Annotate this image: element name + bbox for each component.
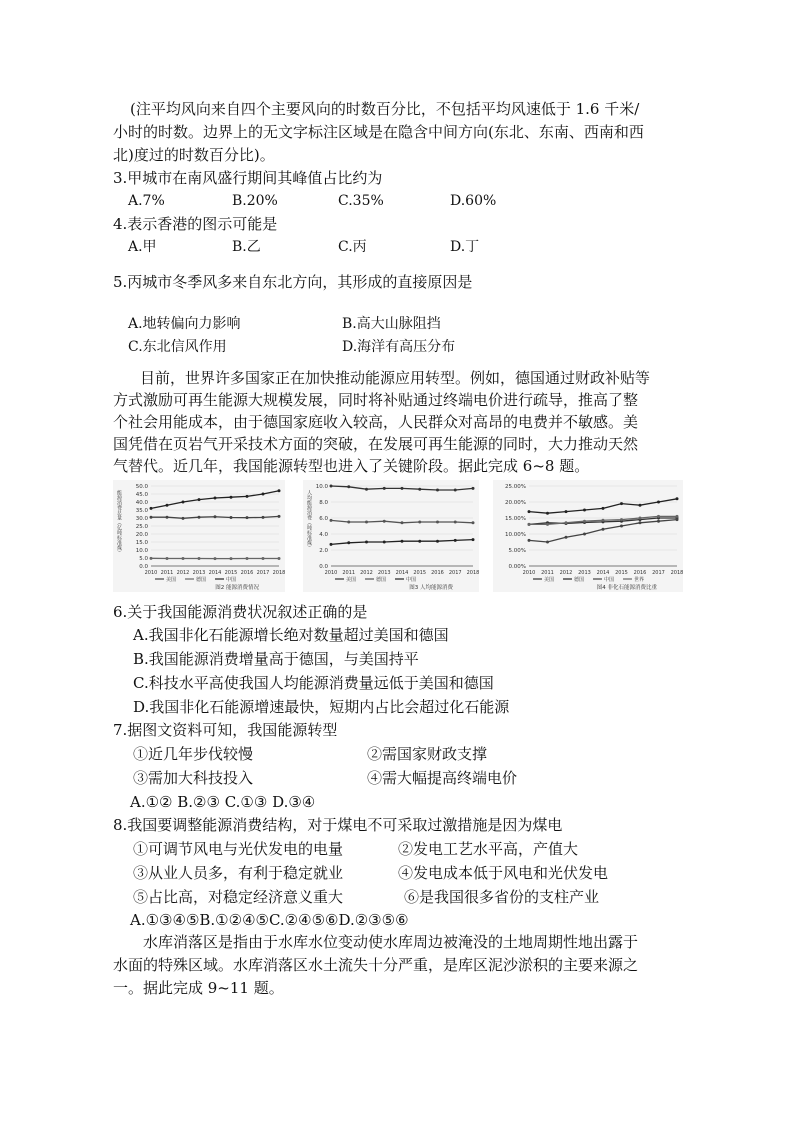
chart-title: 图3 人均能源消费	[409, 585, 453, 591]
q8-item-5: ⑤占比高，对稳定经济意义重大	[133, 888, 344, 906]
x-tick-label: 2016	[431, 570, 444, 576]
data-point	[150, 516, 153, 519]
data-point	[620, 525, 623, 528]
data-point	[583, 520, 586, 523]
y-tick-label: 6.0	[319, 516, 328, 522]
y-tick-label: 0.0	[319, 564, 328, 570]
data-point	[454, 489, 457, 492]
data-point	[383, 541, 386, 544]
q3-option-b: B.20%	[232, 193, 278, 209]
data-point	[262, 516, 265, 519]
data-point	[546, 523, 549, 526]
y-tick-label: 5.00%	[508, 548, 526, 554]
x-tick-label: 2012	[176, 570, 190, 576]
y-tick-label: 35.0	[135, 508, 148, 514]
chart-3	[303, 480, 479, 592]
y-tick-label: 25.00%	[505, 484, 526, 490]
data-point	[401, 521, 404, 524]
q8-item-3: ③从业人员多，有利于稳定就业	[133, 864, 344, 882]
y-tick-label: 15.00%	[505, 516, 526, 522]
x-tick-label: 2010	[144, 570, 158, 576]
data-point	[330, 519, 333, 522]
data-point	[347, 485, 350, 488]
q5-option-a: A.地转偏向力影响	[128, 316, 241, 332]
q8-item-4: ④发电成本低于风电和光伏发电	[398, 864, 609, 882]
q7-options: A.①② B.②③ C.①③ D.③④	[130, 793, 316, 811]
data-point	[565, 536, 568, 539]
legend-label: 德国	[376, 577, 387, 583]
legend-label: 中国	[604, 577, 615, 583]
data-point	[436, 540, 439, 543]
data-point	[198, 557, 201, 560]
x-tick-label: 2013	[377, 570, 391, 576]
chart-4	[493, 480, 683, 592]
note-line-3: 北)度过的时数百分比)。	[113, 146, 275, 164]
data-point	[278, 515, 281, 518]
x-tick-label: 2015	[615, 570, 628, 576]
q5-option-d: D.海洋有高压分布	[342, 339, 456, 355]
question-3: 3.甲城市在南风盛行期间其峰值占比约为	[113, 169, 383, 187]
q3-option-d: D.60%	[450, 193, 497, 209]
data-point	[418, 488, 421, 491]
data-point	[528, 523, 531, 526]
data-point	[528, 510, 531, 513]
q3-option-a: A.7%	[128, 193, 165, 209]
data-point	[602, 528, 605, 531]
q4-option-b: B.乙	[232, 239, 261, 255]
data-point	[639, 517, 642, 520]
x-tick-label: 2010	[522, 570, 536, 576]
question-8: 8.我国要调整能源消费结构，对于煤电不可采取过激措施是因为煤电	[113, 816, 563, 834]
data-point	[383, 487, 386, 490]
data-point	[182, 501, 185, 504]
x-tick-label: 2014	[596, 570, 610, 576]
data-point	[230, 516, 233, 519]
data-point	[246, 516, 249, 519]
data-point	[657, 515, 660, 518]
note-line-1: (注平均风向来自四个主要风向的时数百分比，不包括平均风速低于 1.6 千米/	[130, 100, 640, 118]
x-tick-label: 2014	[208, 570, 222, 576]
data-point	[401, 540, 404, 543]
y-tick-label: 20.00%	[505, 500, 526, 506]
x-tick-label: 2017	[448, 570, 462, 576]
data-point	[198, 516, 201, 519]
x-tick-label: 2015	[413, 570, 427, 576]
data-point	[365, 521, 368, 524]
data-point	[182, 557, 185, 560]
y-axis-label: 能源消费总量（亿吨标准煤）	[116, 490, 122, 555]
data-point	[150, 507, 153, 510]
passage-1-line-2: 方式激励可再生能源大规模发展，同时将补贴通过终端电价进行疏导，推高了整	[113, 391, 639, 409]
question-7: 7.据图文资料可知，我国能源转型	[113, 721, 338, 739]
legend-label: 美国	[166, 577, 177, 583]
data-point	[676, 497, 679, 500]
y-tick-label: 4.0	[319, 532, 328, 538]
q6-option-a: A.我国非化石能源增长绝对数量超过美国和德国	[133, 626, 449, 644]
data-point	[546, 541, 549, 544]
data-point	[262, 493, 265, 496]
data-point	[246, 557, 249, 560]
q4-option-a: A.甲	[128, 239, 157, 255]
chart-3-svg	[303, 480, 479, 592]
x-tick-label: 2016	[240, 570, 254, 576]
x-tick-label: 2017	[256, 570, 270, 576]
question-6: 6.关于我国能源消费状况叙述正确的是	[113, 603, 368, 621]
data-point	[262, 557, 265, 560]
x-tick-label: 2012	[360, 570, 373, 576]
data-point	[472, 487, 475, 490]
passage-2-line-3: 一。据此完成 9~11 题。	[113, 979, 284, 997]
data-point	[472, 538, 475, 541]
chart-2-svg	[113, 480, 285, 592]
data-point	[365, 488, 368, 491]
data-point	[472, 521, 475, 524]
x-tick-label: 2011	[541, 570, 554, 576]
x-tick-label: 2013	[578, 570, 591, 576]
y-tick-label: 50.0	[135, 484, 148, 490]
data-point	[620, 502, 623, 505]
y-tick-label: 5.0	[139, 556, 148, 562]
series-line-3	[151, 491, 279, 509]
data-point	[347, 541, 350, 544]
q7-item-4: ④需大幅提高终端电价	[367, 769, 518, 787]
y-tick-label: 10.0	[315, 484, 328, 490]
data-point	[676, 515, 679, 518]
passage-2-line-2: 水面的特殊区域。水库消落区水土流失十分严重，是库区泥沙淤积的主要来源之	[113, 956, 639, 974]
note-line-2: 小时的时数。边界上的无文字标注区域是在隐含中间方向(东北、东南、西南和西	[113, 123, 644, 141]
data-point	[383, 520, 386, 523]
data-point	[365, 541, 368, 544]
data-point	[166, 557, 169, 560]
y-tick-label: 10.0	[135, 548, 148, 554]
data-point	[454, 521, 457, 524]
x-tick-label: 2014	[395, 570, 409, 576]
q3-option-c: C.35%	[338, 193, 384, 209]
data-point	[583, 533, 586, 536]
y-tick-label: 45.0	[135, 492, 148, 498]
q5-option-b: B.高大山脉阻挡	[342, 316, 441, 332]
q7-item-2: ②需国家财政支撑	[367, 745, 488, 763]
data-point	[401, 487, 404, 490]
passage-1-line-5: 气替代。近几年，我国能源转型也进入了关键阶段。据此完成 6~8 题。	[113, 457, 590, 475]
q7-item-1: ①近几年步伐较慢	[133, 745, 254, 763]
data-point	[657, 501, 660, 504]
data-point	[436, 521, 439, 524]
passage-2-line-1: 水库消落区是指由于水库水位变动使水库周边被淹没的土地周期性地出露于	[143, 933, 639, 951]
q8-item-2: ②发电工艺水平高，产值大	[398, 840, 579, 858]
data-point	[418, 540, 421, 543]
legend-label: 美国	[544, 577, 555, 583]
data-point	[639, 504, 642, 507]
y-tick-label: 10.00%	[505, 532, 526, 538]
data-point	[278, 557, 281, 560]
data-point	[565, 510, 568, 513]
passage-1-line-3: 个社会用能成本，由于德国家庭收入较高，人民群众对高昂的电费并不敏感。美	[113, 413, 639, 431]
q8-options: A.①③④⑤B.①②④⑤C.②④⑤⑥D.②③⑤⑥	[130, 911, 409, 929]
data-point	[676, 518, 679, 521]
legend-label: 德国	[196, 577, 207, 583]
x-tick-label: 2015	[224, 570, 238, 576]
data-point	[246, 495, 249, 498]
y-tick-label: 30.0	[135, 516, 148, 522]
data-point	[214, 557, 217, 560]
data-point	[620, 518, 623, 521]
data-point	[657, 520, 660, 523]
y-tick-label: 40.0	[135, 500, 148, 506]
chart-title: 图2 能源消费情况	[215, 585, 259, 591]
data-point	[214, 497, 217, 500]
legend-label: 德国	[574, 577, 585, 583]
x-tick-label: 2016	[633, 570, 647, 576]
data-point	[602, 519, 605, 522]
x-tick-label: 2018	[670, 570, 683, 576]
legend-label: 美国	[346, 577, 357, 583]
data-point	[230, 557, 233, 560]
data-point	[182, 517, 185, 520]
data-point	[214, 515, 217, 518]
x-tick-label: 2013	[192, 570, 206, 576]
data-point	[639, 521, 642, 524]
y-axis-label: 人均能源消费（吨标准煤）	[306, 490, 312, 550]
passage-1-line-4: 国凭借在页岩气开采技术方面的突破，在发展可再生能源的同时，大力推动天然	[113, 435, 639, 453]
data-point	[166, 504, 169, 507]
data-point	[436, 489, 439, 492]
legend-label: 中国	[226, 577, 237, 583]
data-point	[150, 557, 153, 560]
y-tick-label: 25.0	[135, 524, 148, 530]
q6-option-c: C.科技水平高使我国人均能源消费量远低于美国和德国	[133, 674, 494, 692]
data-point	[546, 512, 549, 515]
x-tick-label: 2011	[160, 570, 174, 576]
chart-title: 图4 非化石能源消费比重	[596, 585, 657, 591]
figure-group	[113, 480, 683, 592]
data-point	[166, 516, 169, 519]
series-line-2	[529, 499, 677, 513]
q6-option-b: B.我国能源消费增量高于德国，与美国持平	[133, 650, 419, 668]
x-tick-label: 2010	[324, 570, 338, 576]
q5-option-c: C.东北信风作用	[128, 339, 227, 355]
q7-item-3: ③需加大科技投入	[133, 769, 254, 787]
data-point	[565, 521, 568, 524]
x-tick-label: 2017	[652, 570, 665, 576]
legend-label: 中国	[406, 577, 417, 583]
data-point	[347, 521, 350, 524]
passage-1-line-1: 目前，世界许多国家正在加快推动能源应用转型。例如，德国通过财政补贴等	[140, 369, 651, 387]
x-tick-label: 2011	[342, 570, 356, 576]
x-tick-label: 2018	[466, 570, 479, 576]
chart-4-svg	[493, 480, 683, 592]
q6-option-d: D.我国非化石能源增速最快，短期内占比会超过化石能源	[133, 698, 510, 716]
data-point	[330, 485, 333, 488]
data-point	[583, 509, 586, 512]
y-tick-label: 2.0	[319, 548, 328, 554]
x-tick-label: 2018	[272, 570, 285, 576]
data-point	[230, 496, 233, 499]
q8-item-1: ①可调节风电与光伏发电的电量	[133, 840, 344, 858]
data-point	[198, 498, 201, 501]
y-tick-label: 15.0	[135, 540, 148, 546]
legend-label: 世界	[634, 577, 645, 583]
x-tick-label: 2012	[559, 570, 573, 576]
data-point	[330, 543, 333, 546]
y-tick-label: 20.0	[135, 532, 148, 538]
y-tick-label: 8.0	[319, 500, 328, 506]
question-4: 4.表示香港的图示可能是	[113, 215, 278, 233]
data-point	[528, 539, 531, 542]
question-5: 5.丙城市冬季风多来自东北方向，其形成的直接原因是	[113, 273, 473, 291]
q4-option-d: D.丁	[450, 239, 480, 255]
data-point	[454, 539, 457, 542]
data-point	[418, 521, 421, 524]
chart-2	[113, 480, 285, 592]
y-tick-label: 0.0	[139, 564, 148, 570]
y-tick-label: 0.00%	[508, 564, 526, 570]
data-point	[278, 489, 281, 492]
q4-option-c: C.丙	[338, 239, 367, 255]
q8-item-6: ⑥是我国很多省份的支柱产业	[404, 888, 600, 906]
data-point	[602, 507, 605, 510]
